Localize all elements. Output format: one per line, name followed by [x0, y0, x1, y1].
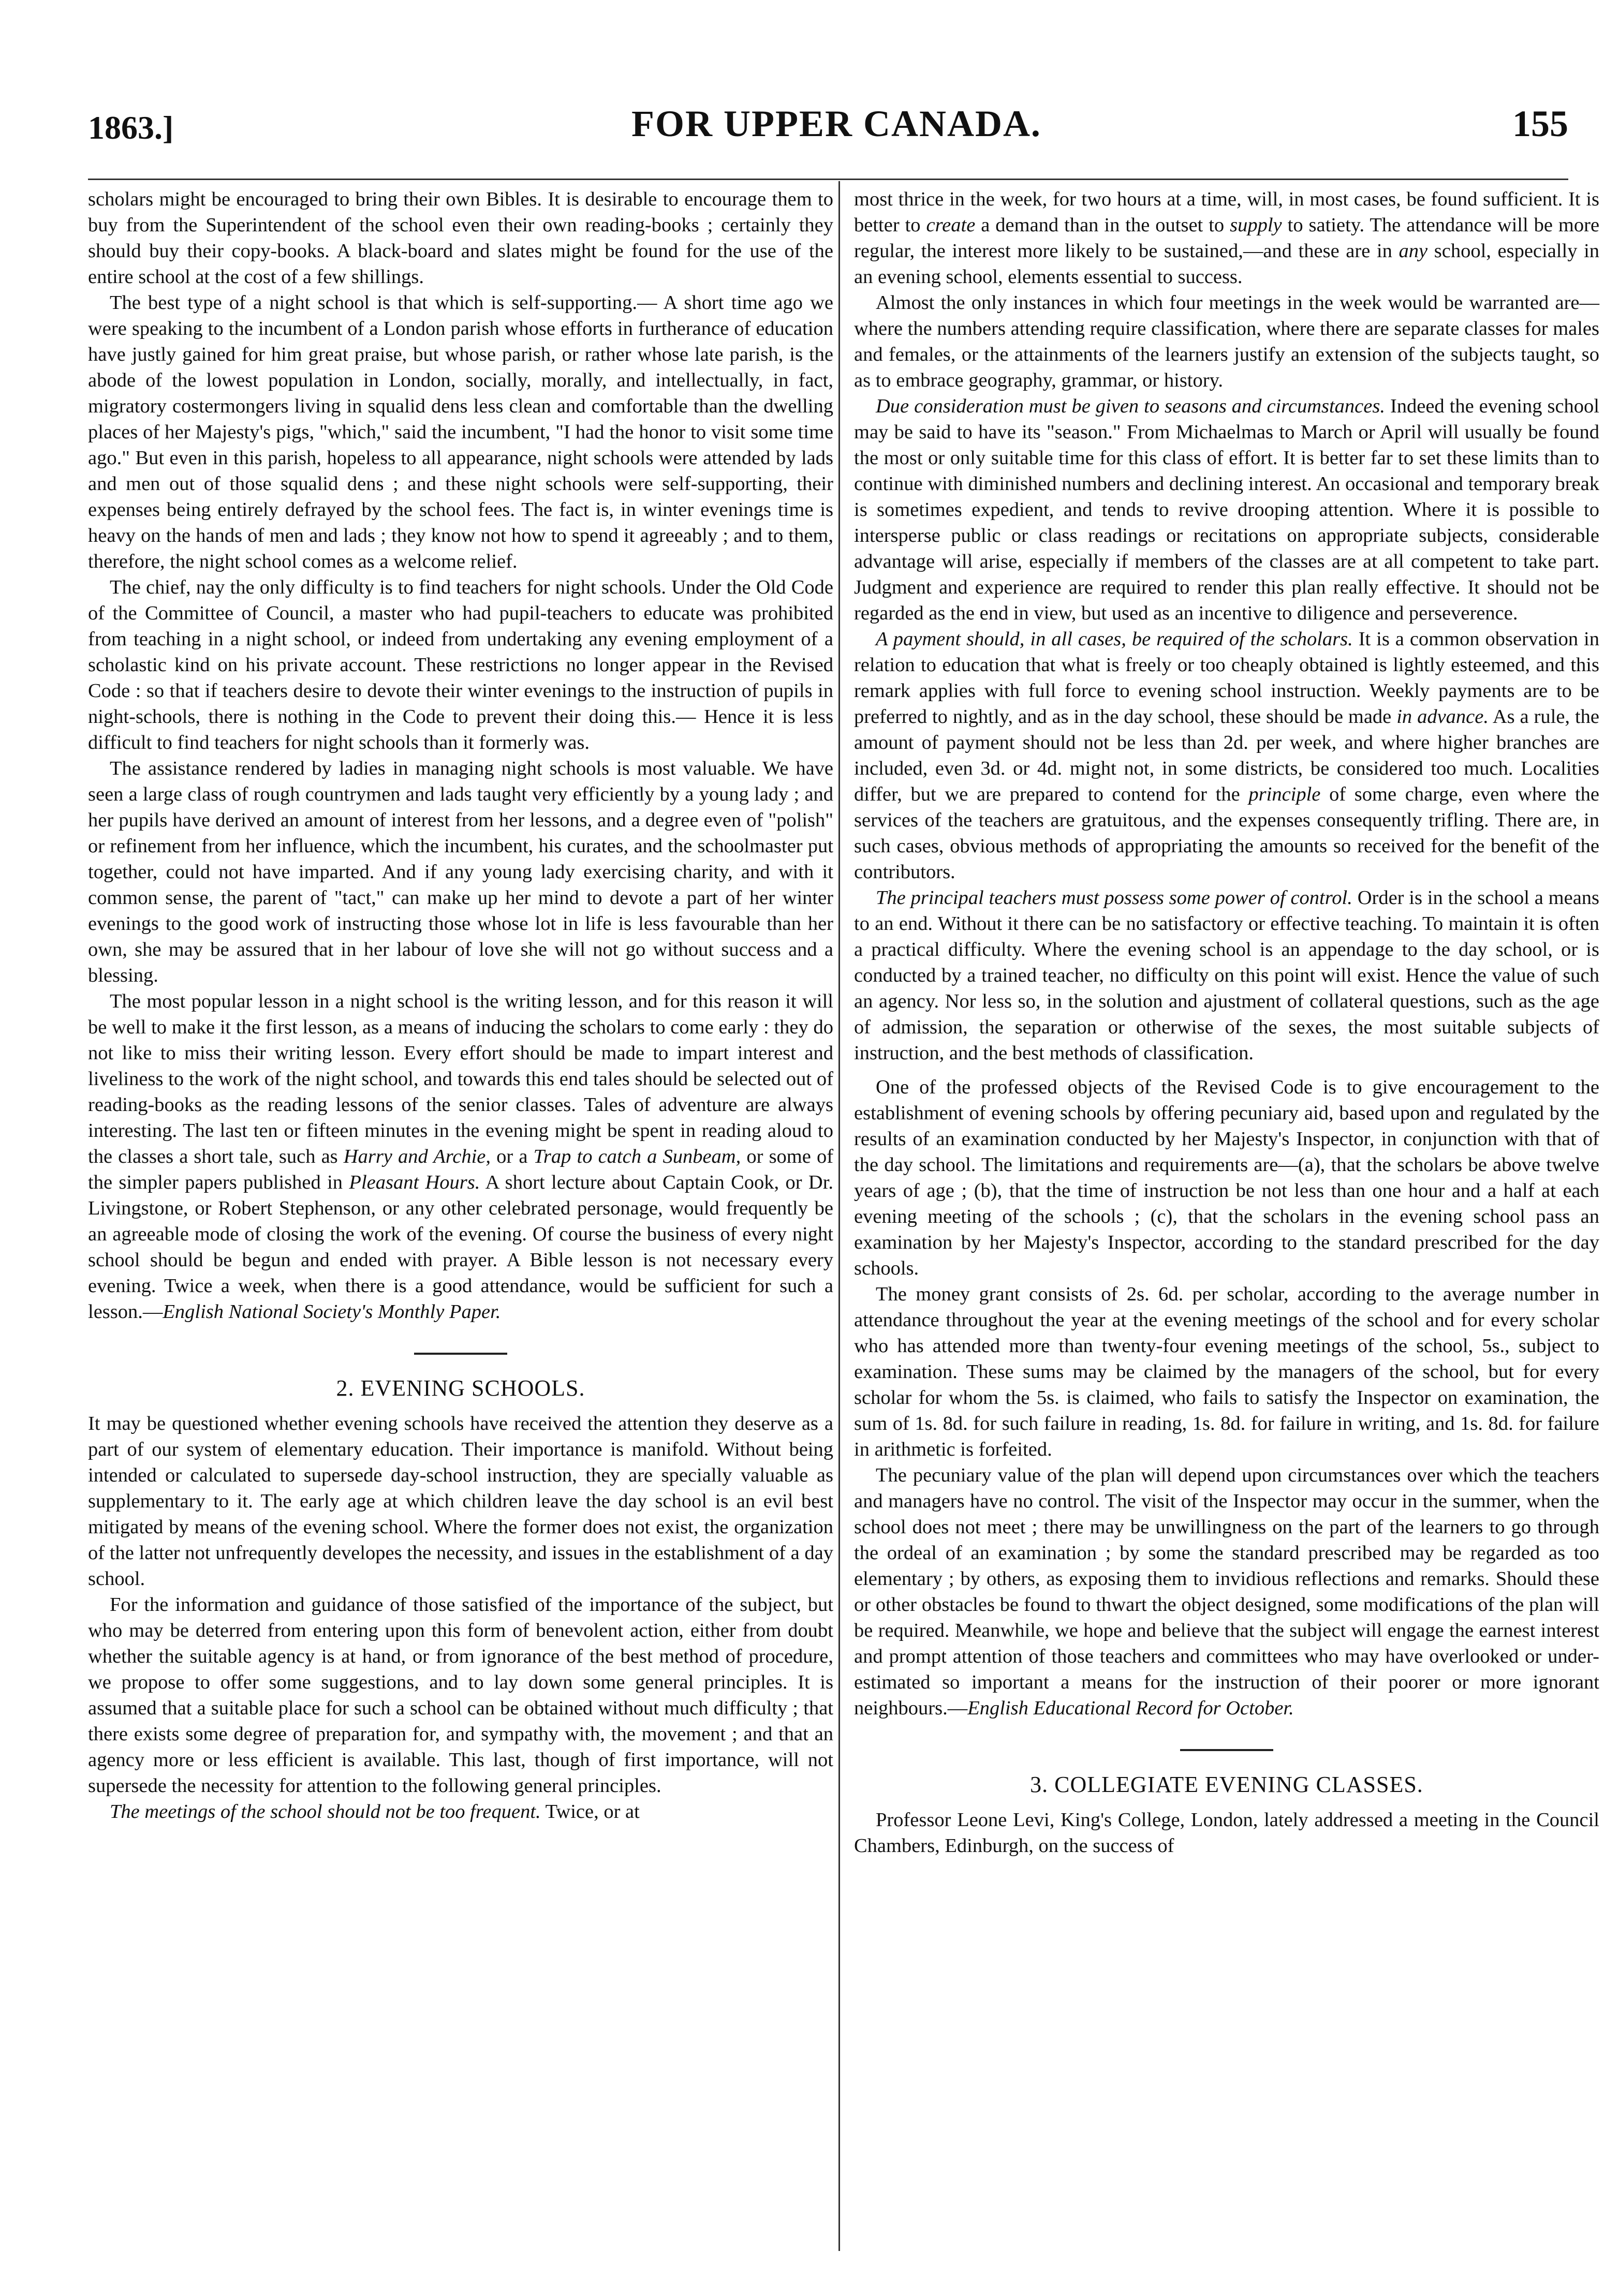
text-run: It is a common observation in relation to education that what is freely or too cheaply obtained is lightly esteemed, and this remark applies with full force to evening school instruction. Weekly payments are to be preferred to nightly, and as in the day school, these should be made	[854, 628, 1600, 728]
text-run: Indeed the evening school may be said to have its "season." From Michaelmas to March or April will usually be found the most or only suitable time for this class of effort. It is better far to set these limits than to continue with diminished numbers and declining interest. An occasional and temporary break is sometimes expedient, and tends to revive drooping attention. Where it is possible to intersperse public or class readings or recitations on appropriate subjects, considerable advantage will arise, especially if members of the classes are at all competent to take part. Judgment and experience are required to render this plan really effective. It should not be regarded as the end in view, but used as an incentive to diligence and perseverence.	[854, 395, 1600, 624]
paragraph: One of the professed objects of the Revised Code is to give encouragement to the establishment of evening schools by offering pecuniary aid, based upon and regulated by the results of an examination conducted by her Majesty's Inspector, in conjunction with that of the day school. The limitations and requirements are—(a), that the scholars be above twelve years of age ; (b), that the time of instruction be not less than one hour and a half at each evening meeting of the schools ; (c), that the scholars in the evening school pass an examination by her Majesty's Inspector, according to the standard prescribed for the day schools.	[854, 1076, 1599, 1279]
right-column	[854, 186, 1599, 1859]
text-run: The pecuniary value of the plan will depend upon circumstances over which the teachers and managers have no control. The visit of the Inspector may occur in the summer, when the school does not meet ; there may be unwillingness on the part of the learners to go through the ordeal of an examination ; by some the standard prescribed may be regarded as too elementary ; by others, as exposing them to invidious reflections and remarks. Should these or other obstacles be found to thwart the object designed, some modifications of the plan will be required. Meanwhile, we hope and believe that the subject will engage the earnest interest and prompt attention of those teachers and committees who may have overlooked or under-estimated so important a means for the instruction of their poorer or more ignorant neighbours.—	[854, 1464, 1599, 1719]
book-title: Trap to catch a Sunbeam,	[533, 1146, 741, 1167]
header-year: 1863.]	[88, 109, 174, 146]
emphasis: any	[1399, 240, 1428, 262]
rule-heading: Due consideration must be given to seasons and circumstances.	[876, 395, 1385, 417]
paragraph: The money grant consists of 2s. 6d. per scholar, according to the average number in attendance throughout the year at the evening meetings of the school and for every scholar who has attended more than twenty-four evening meetings of the school, 5s., subject to examination. These sums may be claimed by the managers of the school, but for every scholar for whom the 5s. is claimed, who fails to satisfy the Inspector on examination, the sum of 1s. 8d. for such failure in reading, 1s. 8d. for failure in writing, and 1s. 8d. for failure in arithmetic is forfeited.	[854, 1283, 1599, 1460]
rule-heading: The meetings of the school should not be too frequent.	[110, 1801, 541, 1823]
text-run: school, especially in an evening school, elements essential to success.	[854, 240, 1600, 288]
text-run: A short lecture about Captain Cook, or Dr. Livingstone, or Robert Stephenson, or any other celebrated personage, would frequently be an agreeable mode of closing the work of the evening. Of course the business of every night school should be begun and ended with prayer. A Bible lesson is not necessary every evening. Twice a week, when there is a good attendance, would be sufficient for such a lesson.—	[88, 1172, 834, 1323]
text-run: Twice, or at	[545, 1801, 640, 1823]
text-run: to satiety. The attendance will be more regular, the interest more likely to be sustained,—and these are in	[854, 214, 1600, 262]
paragraph: It may be questioned whether evening schools have received the attention they deserve as a part of our system of elementary education. Their importance is manifold. Without being intended or calculated to supersede day-school instruction, they are specially valuable as supplementary to it. The early age at which children leave the day school is an evil best mitigated by means of the evening school. Where the former does not exist, the organization of the latter not unfrequently developes the necessity, and issues in the establishment of a day school.	[88, 1413, 833, 1590]
paragraph: The chief, nay the only difficulty is to find teachers for night schools. Under the Old Code of the Committee of Council, a master who had pupil-teachers to educate was prohibited from teaching in a night school, or indeed from undertaking any evening employment of a scholastic kind on his private account. These restrictions no longer appear in the Revised Code : so that if teachers desire to devote their winter evenings to the instruction of pupils in night-schools, there is nothing in the Code to prevent their doing this.— Hence it is less difficult to find teachers for night schools than it formerly was.	[88, 576, 833, 753]
paragraph: Professor Leone Levi, King's College, London, lately addressed a meeting in the Council Chambers, Edinburgh, on the success of	[854, 1809, 1599, 1857]
paragraph: scholars might be encouraged to bring their own Bibles. It is desirable to encourage them to buy from the Superintendent of the school even their own reading-books ; certainly they should buy their copy-books. A black-board and slates might be found for the use of the entire school at the cost of a few shillings.	[88, 188, 833, 288]
section-heading: 3. COLLEGIATE EVENING CLASSES.	[1030, 1772, 1423, 1797]
section-separator	[414, 1353, 507, 1355]
text-run: a demand than in the outset to	[981, 214, 1225, 236]
paragraph: The assistance rendered by ladies in managing night schools is most valuable. We have seen a large class of rough countrymen and lads taught very efficiently by a young lady ; and her pupils have derived an amount of interest from her lessons, and a degree even of "polish" or refinement from her influence, which the incumbent, his curates, and the schoolmaster put together, could not have imparted. And if any young lady exercising charity, and with it common sense, the parent of "tact," can make up her mind to devote a part of her winter evenings to the good work of instructing those whose lot in life is less favourable than her own, she may be assured that in her labour of love she will not go without success and a blessing.	[88, 758, 833, 986]
column-divider	[838, 181, 840, 2251]
paragraph: The best type of a night school is that which is self-supporting.— A short time ago we were speaking to the incumbent of a London parish whose efforts in furtherance of education have justly gained for him great praise, but whose parish, or rather whose late parish, is the abode of the lowest population in London, socially, morally, and intellectually, in fact, migratory costermongers living in squalid dens less clean and comfortable than the dwelling places of her Majesty's pigs, "which," said the incumbent, "I had the honor to visit some time ago." But even in this parish, hopeless to all appearance, night schools were attended by lads and men out of those squalid dens ; and these night schools were self-supporting, their expenses being entirely defrayed by the school fees. The fact is, in winter evenings time is heavy on the hands of men and lads ; they know not how to spend it agreeably ; and to them, therefore, the night school comes as a welcome relief.	[88, 292, 833, 572]
source-citation: English National Society's Monthly Paper.	[163, 1301, 501, 1323]
section-separator	[1180, 1749, 1273, 1751]
paragraph	[854, 626, 1599, 885]
paragraph	[854, 393, 1599, 626]
paragraph	[88, 988, 833, 1325]
left-column	[88, 186, 833, 1825]
text-run: or some of the simpler papers published in	[88, 1146, 834, 1193]
source-citation: English Educational Record for October.	[967, 1697, 1294, 1719]
text-run: Order is in the school a means to an end. Without it there can be no satisfactory or effective teaching. To maintain it is often a practical difficulty. Where the evening school is an appendage to the day school, or is conducted by a trained teacher, no difficulty on this point will exist. Hence the value of such an agency. Nor less so, in the solution and ajustment of collateral questions, such as the age of admission, the separation or otherwise of the sexes, the most suitable subjects of instruction, and the best methods of classification.	[854, 887, 1600, 1064]
paragraph: Almost the only instances in which four meetings in the week would be warranted are—where the numbers attending require classification, where there are separate classes for males and females, or the attainments of the learners justify an extension of the subjects taught, so as to embrace geography, grammar, or history.	[854, 292, 1599, 391]
header-page-number: 155	[1512, 103, 1568, 144]
book-title: Harry and Archie,	[343, 1146, 491, 1167]
book-title: Pleasant Hours.	[349, 1172, 480, 1193]
paragraph: For the information and guidance of those satisfied of the importance of the subject, but who may be deterred from entering upon this form of benevolent action, either from doubt whether the suitable agency is at hand, or from ignorance of the best method of procedure, we propose to offer some suggestions, and to lay down some general principles. It is assumed that a suitable place for such a school can be obtained without much difficulty ; that there exists some degree of preparation for, and sympathy with, the movement ; and that an agency more or less efficient is available. This last, though of first importance, will not supersede the necessity for attention to the following general principles.	[88, 1594, 833, 1797]
emphasis: principle	[1248, 783, 1321, 805]
emphasis: create	[926, 214, 976, 236]
emphasis: in advance.	[1396, 706, 1489, 728]
paragraph	[854, 186, 1599, 290]
rule-heading: A payment should, in all cases, be required of the scholars.	[876, 628, 1353, 650]
text-run: As a rule, the amount of payment should not be less than 2d. per week, and where higher branches are included, even 3d. or 4d. might not, in some districts, be considered too much. Localities differ, but we are prepared to contend for the	[854, 706, 1600, 805]
page-header	[88, 88, 1568, 150]
rule-heading: The principal teachers must possess some power of control.	[876, 887, 1352, 909]
section-heading: 2. EVENING SCHOOLS.	[336, 1375, 585, 1401]
text-run: most thrice in the week, for two hours at a time, will, in most cases, be found sufficient. It is better to	[854, 188, 1599, 236]
emphasis: supply	[1230, 214, 1282, 236]
text-run: or a	[496, 1146, 528, 1167]
text-run: The most popular lesson in a night school is the writing lesson, and for this reason it will be well to make it the first lesson, as a means of inducing the scholars to come early : they do not like to miss their writing lesson. Every effort should be made to impart interest and liveliness to the work of the night school, and towards this end tales should be selected out of reading-books as the reading lessons of the senior classes. Tales of adventure are always interesting. The last ten or fifteen minutes in the evening might be spent in reading aloud to the classes a short tale, such as	[88, 990, 833, 1167]
paragraph	[854, 1462, 1599, 1721]
paragraph	[88, 1799, 833, 1825]
paragraph	[854, 885, 1599, 1066]
header-title: FOR UPPER CANADA.	[631, 103, 1041, 144]
header-rule	[88, 179, 1568, 180]
text-run: of some charge, even where the services of the teachers are gratuitous, and the expenses consequently trifling. There are, in such cases, obvious methods of appropriating the amounts so received for the benefit of the contributors.	[854, 783, 1600, 883]
